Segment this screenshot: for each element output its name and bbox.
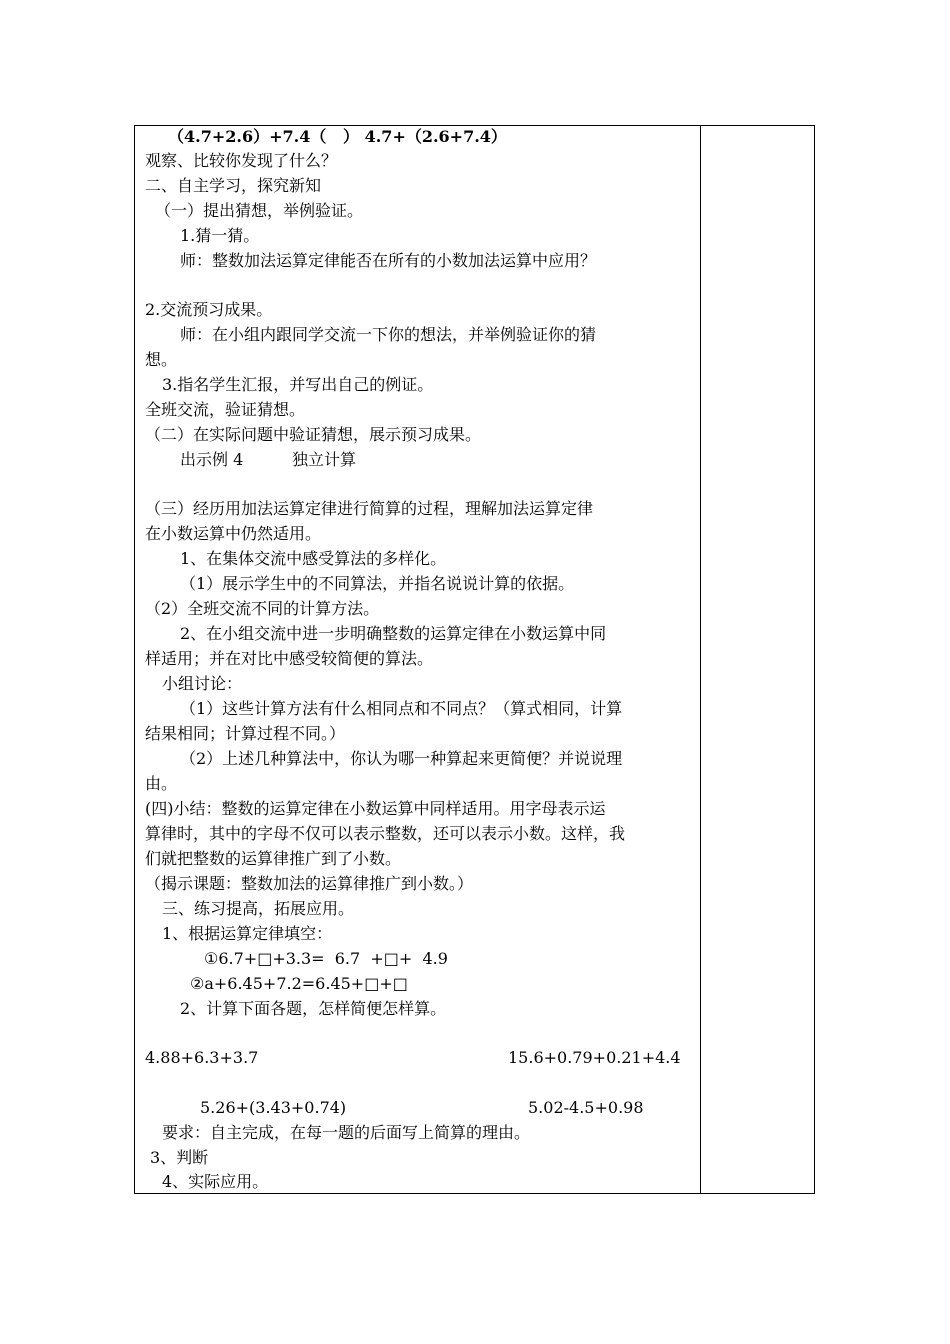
text-line: 师：整数加法运算定律能否在所有的小数加法运算中应用？: [180, 251, 597, 270]
section-heading: 二、自主学习，探究新知: [145, 176, 322, 195]
section-heading: 三、练习提高，拓展应用。: [162, 899, 355, 918]
text-line: 1、根据运算定律填空：: [162, 924, 333, 943]
text-line: （1）这些计算方法有什么相同点和不同点？（算式相同，计算: [180, 699, 623, 718]
text-line: 想。: [145, 350, 178, 369]
text-line: 要求：自主完成，在每一题的后面写上简算的理由。: [162, 1123, 531, 1142]
text-line: （2）上述几种算法中，你认为哪一种算起来更简便？并说说理: [180, 749, 623, 768]
fill-in-exercise: ②a+6.45+7.2=6.45+□+□: [190, 974, 408, 993]
text-line: 观察、比较你发现了什么？: [145, 151, 338, 170]
math-exercise: 4.88+6.3+3.7: [145, 1048, 259, 1067]
text-line: (四)小结：整数的运算定律在小数运算中同样适用。用字母表示运: [145, 799, 606, 818]
text-line: 们就把整数的运算律推广到了小数。: [145, 849, 402, 868]
text-line: （三）经历用加法运算定律进行简算的过程，理解加法运算定律: [145, 499, 594, 518]
math-exercise: 15.6+0.79+0.21+4.4: [508, 1048, 681, 1067]
text-line: 4、实际应用。: [162, 1172, 269, 1191]
text-line: 在小数运算中仍然适用。: [145, 524, 322, 543]
text-line: 算律时，其中的字母不仅可以表示整数，还可以表示小数。这样，我: [145, 824, 626, 843]
text-line: 全班交流，验证猜想。: [145, 400, 306, 419]
table-column-divider: [700, 125, 701, 1194]
text-line: （1）展示学生中的不同算法，并指名说说计算的依据。: [180, 574, 575, 593]
math-exercise: 5.26+(3.43+0.74): [200, 1098, 347, 1117]
text-line: （一）提出猜想，举例验证。: [155, 201, 364, 220]
text-line: 2.交流预习成果。: [145, 300, 273, 319]
text-line: 由。: [145, 774, 178, 793]
text-line: 2、计算下面各题，怎样简便怎样算。: [180, 999, 447, 1018]
text-line: 1、在集体交流中感受算法的多样化。: [180, 549, 447, 568]
text-line: 样适用；并在对比中感受较简便的算法。: [145, 649, 434, 668]
fill-in-exercise: ①6.7+□+3.3= 6.7 +□+ 4.9: [204, 949, 448, 968]
text-line: （二）在实际问题中验证猜想，展示预习成果。: [145, 425, 482, 444]
text-line: （4.7+2.6）+7.4（ ） 4.7+（2.6+7.4）: [168, 127, 507, 146]
text-line: 独立计算: [292, 450, 357, 469]
math-exercise: 5.02-4.5+0.98: [528, 1098, 644, 1117]
text-line: 3.指名学生汇报，并写出自己的例证。: [162, 375, 434, 394]
text-line: 3、判断: [150, 1148, 209, 1167]
text-line: 师：在小组内跟同学交流一下你的想法，并举例验证你的猜: [180, 325, 597, 344]
text-line: 结果相同；计算过程不同。）: [145, 724, 346, 743]
text-line: （2）全班交流不同的计算方法。: [145, 599, 380, 618]
text-line: （揭示课题：整数加法的运算律推广到小数。）: [145, 874, 474, 893]
text-line: 1.猜一猜。: [180, 226, 260, 245]
text-line: 出示例 4: [180, 450, 244, 469]
text-line: 小组讨论：: [162, 674, 243, 693]
text-line: 2、在小组交流中进一步明确整数的运算定律在小数运算中同: [180, 624, 607, 643]
